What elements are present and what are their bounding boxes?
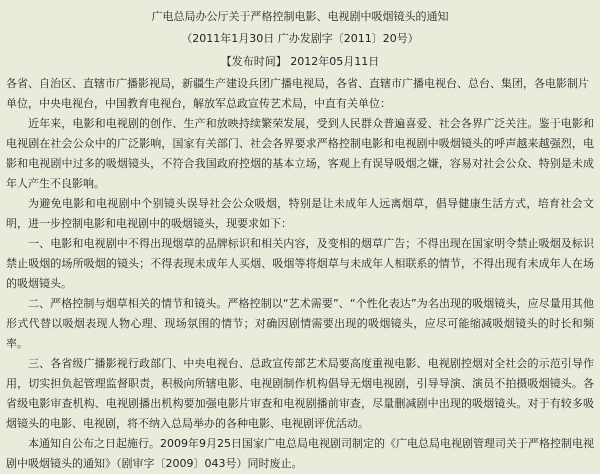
paragraph-item-3: 三、各省级广播影视行政部门、中央电视台、总政宣传部艺术局要高度重视电影、电视剧控烟对全社会的示范引导作用，切实担负起管理监督职责，积极向所辖电影、电视剧制作机构倡导无烟电视剧，引导导演、演员不拍摄吸烟镜头。各省级电影审查机构、电视剧播出机构要加强电影片审查和电视剧播前审查，尽量删减剧中出现的吸烟镜头。对于有较多吸烟镜头的电影、电视剧，将不纳入总局举办的各种电影、电视剧评优活动。 bbox=[6, 357, 594, 430]
publish-time: 【发布时间】 2012年05月11日 bbox=[220, 55, 380, 68]
document-number: （2011年1月30日 广办发剧字〔2011〕20号） bbox=[181, 32, 419, 45]
paragraph-purpose: 为避免电影和电视剧中个别镜头误导社会公众吸烟，特别是让未成年人远离烟草，倡导健康生活方式，培育社会文明，进一步控制电影和电视剧中的吸烟镜头，现要求如下： bbox=[6, 197, 594, 230]
paragraph-item-2: 二、严格控制与烟草相关的情节和镜头。严格控制以“艺术需要”、“个性化表达”为名出现的吸烟镜头，应尽量用其他形式代替以吸烟表现人物心理、现场氛围的情节；对确因剧情需要出现的吸烟镜头，应尽可能缩减吸烟镜头的时长和频率。 bbox=[6, 297, 594, 350]
addressee: 各省、自治区、直辖市广播影视局，新疆生产建设兵团广播电视局，各省、直辖市广播电视台、总台、集团，各电影制片单位，中央电视台，中国教育电视台，解放军总政宣传艺术局，中直有关单位： bbox=[6, 77, 589, 110]
paragraph-intro: 近年来，电影和电视剧的创作、生产和放映持续繁荣发展，受到人民群众普遍喜爱、社会各界广泛关注。鉴于电影和电视剧在社会公众中的广泛影响，国家有关部门、社会各界要求严格控制电影和电视剧中吸烟镜头的呼声越来越强烈，电影和电视剧中过多的吸烟镜头，不符合我国政府控烟的基本立场，客观上有误导吸烟之嫌，容易对社会公众、特别是未成年人产生不良影响。 bbox=[6, 117, 594, 190]
paragraph-item-1: 一、电影和电视剧中不得出现烟草的品牌标识和相关内容，及变相的烟草广告；不得出现在国家明令禁止吸烟及标识禁止吸烟的场所吸烟的镜头；不得表现未成年人买烟、吸烟等将烟草与未成年人相联系的情节，不得出现有未成年人在场的吸烟镜头。 bbox=[6, 237, 594, 290]
document-title: 广电总局办公厅关于严格控制电影、电视剧中吸烟镜头的通知 bbox=[151, 10, 449, 23]
paragraph-effective: 本通知自公布之日起施行。2009年9月25日国家广电总局电视剧司制定的《广电总局电视剧管理司关于严格控制电视剧中吸烟镜头的通知》（剧审字〔2009〕043号）同时废止。 bbox=[6, 437, 594, 470]
